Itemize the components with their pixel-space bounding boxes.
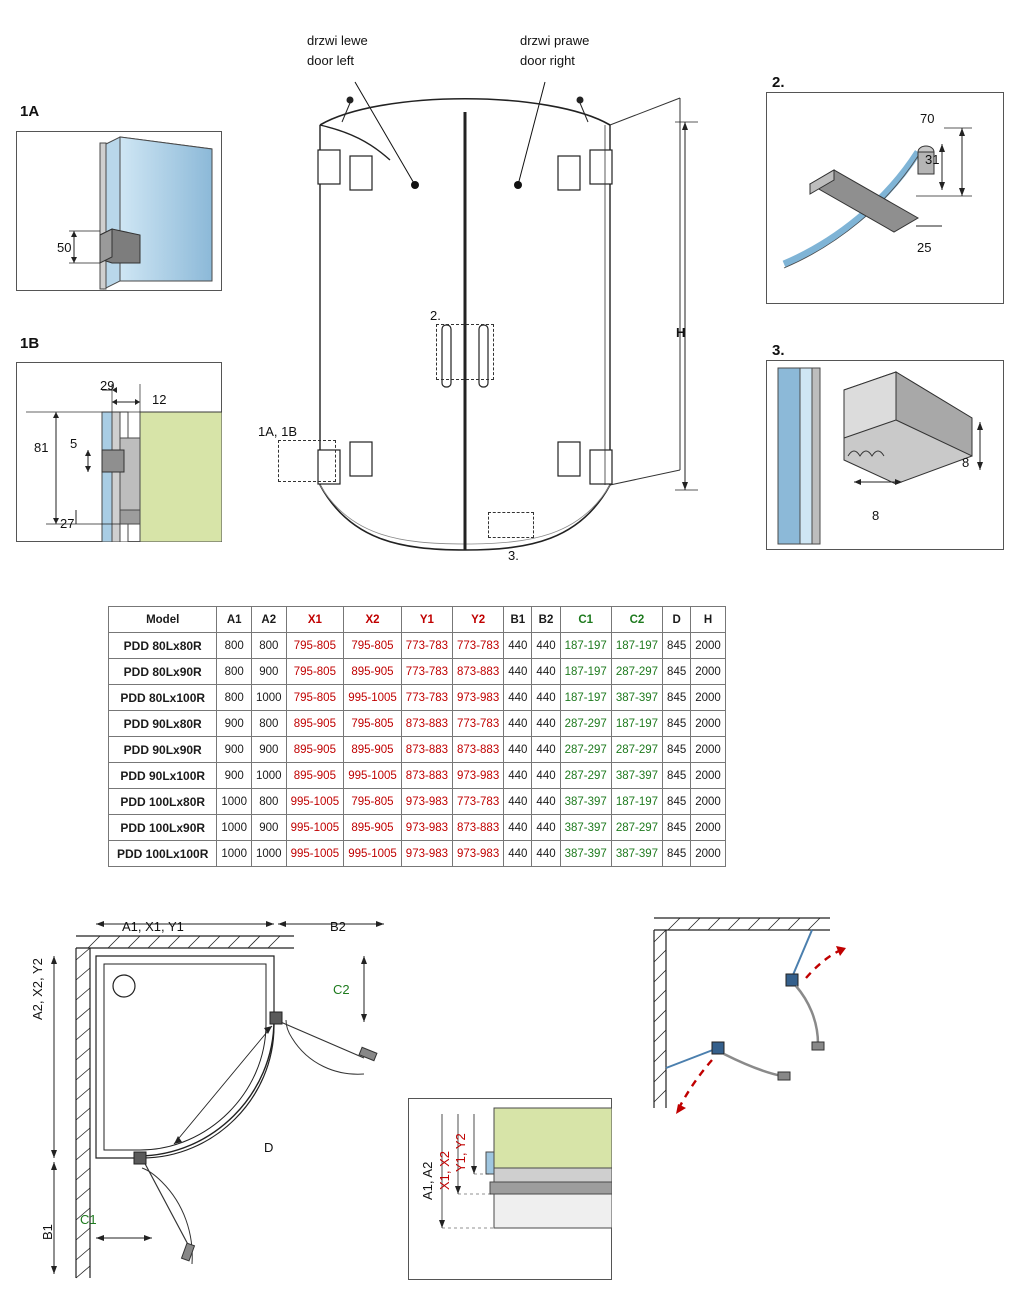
- callout-1a1b-label: 1A, 1B: [258, 424, 298, 439]
- label-c2: C2: [333, 982, 350, 997]
- cell-x2: 795-805: [344, 633, 402, 659]
- cell-b2: 440: [532, 737, 560, 763]
- label-inset-a1a2: A1, A2: [420, 1161, 435, 1200]
- cell-c2: 287-297: [611, 737, 662, 763]
- cell-c2: 387-397: [611, 841, 662, 867]
- cell-c1: 287-297: [560, 763, 611, 789]
- cell-b1: 440: [504, 763, 532, 789]
- cell-d: 845: [663, 815, 691, 841]
- cell-c1: 387-397: [560, 815, 611, 841]
- cell-model: PDD 100Lx80R: [109, 789, 217, 815]
- cell-model: PDD 100Lx90R: [109, 815, 217, 841]
- dimension-H-label: H: [676, 325, 686, 340]
- cell-c1: 187-197: [560, 659, 611, 685]
- cell-d: 845: [663, 763, 691, 789]
- cell-a1: 800: [217, 685, 252, 711]
- table-row: [109, 737, 726, 763]
- cell-b1: 440: [504, 841, 532, 867]
- cell-c2: 187-197: [611, 711, 662, 737]
- th-y2: Y2: [453, 607, 504, 633]
- cell-y2: 973-983: [453, 685, 504, 711]
- cell-b1: 440: [504, 659, 532, 685]
- cell-c1: 187-197: [560, 685, 611, 711]
- cell-x1: 895-905: [286, 763, 344, 789]
- cell-b1: 440: [504, 633, 532, 659]
- door-left-label-en: door left: [307, 53, 354, 68]
- label-inset-y1y2: Y1, Y2: [453, 1133, 468, 1172]
- cell-model: PDD 90Lx90R: [109, 737, 217, 763]
- cell-y1: 973-983: [401, 789, 452, 815]
- cell-y2: 873-883: [453, 659, 504, 685]
- cell-x1: 895-905: [286, 711, 344, 737]
- panel-2-title: 2.: [772, 74, 785, 91]
- cell-h: 2000: [691, 659, 726, 685]
- cell-c2: 287-297: [611, 659, 662, 685]
- th-x1: X1: [286, 607, 344, 633]
- cell-y1: 773-783: [401, 685, 452, 711]
- cell-y1: 973-983: [401, 815, 452, 841]
- cell-y2: 773-783: [453, 711, 504, 737]
- model-dimensions-table: [108, 606, 726, 867]
- cell-b2: 440: [532, 711, 560, 737]
- cell-y1: 873-883: [401, 737, 452, 763]
- table-row: [109, 789, 726, 815]
- cell-h: 2000: [691, 763, 726, 789]
- cell-model: PDD 100Lx100R: [109, 841, 217, 867]
- cell-a2: 1000: [251, 685, 286, 711]
- cell-d: 845: [663, 685, 691, 711]
- cell-b1: 440: [504, 685, 532, 711]
- cell-a2: 800: [251, 633, 286, 659]
- cell-a2: 1000: [251, 763, 286, 789]
- th-b2: B2: [532, 607, 560, 633]
- label-inset-x1x2: X1, X2: [437, 1150, 452, 1190]
- cell-a1: 900: [217, 737, 252, 763]
- cell-x2: 895-905: [344, 659, 402, 685]
- label-b2: B2: [330, 919, 346, 934]
- cell-x1: 995-1005: [286, 815, 344, 841]
- dimension-70-label: 70: [920, 111, 935, 126]
- cell-b1: 440: [504, 815, 532, 841]
- cell-a2: 800: [251, 711, 286, 737]
- cell-b2: 440: [532, 789, 560, 815]
- panel-1b-title: 1B: [20, 335, 40, 352]
- cell-model: PDD 80Lx80R: [109, 633, 217, 659]
- cell-x2: 995-1005: [344, 685, 402, 711]
- door-left-label-pl: drzwi lewe: [307, 33, 368, 48]
- panel-1a-title: 1A: [20, 103, 40, 120]
- th-c1: C1: [560, 607, 611, 633]
- label-d: D: [264, 1140, 274, 1155]
- cell-c1: 287-297: [560, 737, 611, 763]
- cell-h: 2000: [691, 815, 726, 841]
- cell-x1: 995-1005: [286, 841, 344, 867]
- dimension-25-label: 25: [917, 240, 932, 255]
- table-row: [109, 633, 726, 659]
- dimension-5-label: 5: [70, 436, 78, 451]
- cell-c1: 387-397: [560, 789, 611, 815]
- th-x2: X2: [344, 607, 402, 633]
- cell-a2: 900: [251, 815, 286, 841]
- cell-c2: 187-197: [611, 633, 662, 659]
- cell-x2: 895-905: [344, 737, 402, 763]
- cell-a2: 800: [251, 789, 286, 815]
- th-d: D: [663, 607, 691, 633]
- table-row: [109, 659, 726, 685]
- dimension-27-label: 27: [60, 516, 75, 531]
- cell-x2: 995-1005: [344, 763, 402, 789]
- dimension-31-label: 31: [925, 152, 940, 167]
- th-c2: C2: [611, 607, 662, 633]
- label-a1x1y1: A1, X1, Y1: [122, 919, 184, 934]
- cell-y2: 873-883: [453, 815, 504, 841]
- cell-b2: 440: [532, 815, 560, 841]
- cell-x2: 895-905: [344, 815, 402, 841]
- door-opening-diagram: [640, 908, 860, 1138]
- cell-x2: 795-805: [344, 711, 402, 737]
- cell-x1: 795-805: [286, 633, 344, 659]
- cell-h: 2000: [691, 841, 726, 867]
- callout-2-box: [436, 324, 494, 380]
- cell-d: 845: [663, 659, 691, 685]
- cell-x2: 795-805: [344, 789, 402, 815]
- panel-2-figure: [766, 92, 1004, 304]
- th-h: H: [691, 607, 726, 633]
- cell-y2: 973-983: [453, 763, 504, 789]
- cell-b2: 440: [532, 763, 560, 789]
- callout-3-box: [488, 512, 534, 538]
- cell-a1: 900: [217, 763, 252, 789]
- th-model: Model: [109, 607, 217, 633]
- table-row: [109, 711, 726, 737]
- cell-b2: 440: [532, 685, 560, 711]
- cell-c2: 387-397: [611, 685, 662, 711]
- cell-b1: 440: [504, 711, 532, 737]
- cell-b1: 440: [504, 789, 532, 815]
- cell-a1: 1000: [217, 841, 252, 867]
- th-a2: A2: [251, 607, 286, 633]
- dimension-50-label: 50: [57, 240, 72, 255]
- cell-x1: 995-1005: [286, 789, 344, 815]
- table-header-row: [109, 607, 726, 633]
- cell-b1: 440: [504, 737, 532, 763]
- cell-a1: 1000: [217, 815, 252, 841]
- cell-b2: 440: [532, 633, 560, 659]
- cell-c2: 387-397: [611, 763, 662, 789]
- cell-h: 2000: [691, 789, 726, 815]
- cell-x1: 795-805: [286, 659, 344, 685]
- th-y1: Y1: [401, 607, 452, 633]
- cell-h: 2000: [691, 685, 726, 711]
- panel-1a-figure: [16, 131, 222, 291]
- dimension-12-label: 12: [152, 392, 167, 407]
- table-row: [109, 685, 726, 711]
- cell-c2: 287-297: [611, 815, 662, 841]
- cell-y1: 773-783: [401, 659, 452, 685]
- label-c1: C1: [80, 1212, 97, 1227]
- table-row: [109, 841, 726, 867]
- cell-x1: 795-805: [286, 685, 344, 711]
- cell-a2: 900: [251, 659, 286, 685]
- label-b1: B1: [40, 1224, 55, 1240]
- cell-b2: 440: [532, 659, 560, 685]
- door-right-label-en: door right: [520, 53, 575, 68]
- cell-y2: 773-783: [453, 789, 504, 815]
- shower-enclosure-drawing: [250, 70, 710, 570]
- callout-1a1b-box: [278, 440, 336, 482]
- cell-a1: 1000: [217, 789, 252, 815]
- cell-d: 845: [663, 789, 691, 815]
- dimension-8-bottom-label: 8: [872, 508, 880, 523]
- label-a2x2y2: A2, X2, Y2: [30, 958, 45, 1020]
- cell-y2: 973-983: [453, 841, 504, 867]
- cell-a2: 1000: [251, 841, 286, 867]
- dimension-29-label: 29: [100, 378, 115, 393]
- cell-y1: 973-983: [401, 841, 452, 867]
- cell-a2: 900: [251, 737, 286, 763]
- cell-c1: 187-197: [560, 633, 611, 659]
- door-right-label-pl: drzwi prawe: [520, 33, 590, 48]
- plan-view-figure: [24, 908, 414, 1294]
- cell-y2: 873-883: [453, 737, 504, 763]
- cell-h: 2000: [691, 737, 726, 763]
- cell-y1: 873-883: [401, 711, 452, 737]
- dimension-8-right-label: 8: [962, 455, 970, 470]
- cell-x1: 895-905: [286, 737, 344, 763]
- table-row: [109, 815, 726, 841]
- th-a1: A1: [217, 607, 252, 633]
- cell-c1: 387-397: [560, 841, 611, 867]
- cell-d: 845: [663, 841, 691, 867]
- cell-a1: 800: [217, 659, 252, 685]
- th-b1: B1: [504, 607, 532, 633]
- callout-2-label: 2.: [430, 308, 441, 323]
- cell-d: 845: [663, 633, 691, 659]
- panel-3-title: 3.: [772, 342, 785, 359]
- cell-model: PDD 80Lx90R: [109, 659, 217, 685]
- cell-d: 845: [663, 737, 691, 763]
- cell-h: 2000: [691, 633, 726, 659]
- cell-h: 2000: [691, 711, 726, 737]
- cell-a1: 800: [217, 633, 252, 659]
- callout-3-label: 3.: [508, 548, 519, 563]
- cell-b2: 440: [532, 841, 560, 867]
- cell-c1: 287-297: [560, 711, 611, 737]
- table-row: [109, 763, 726, 789]
- cell-y2: 773-783: [453, 633, 504, 659]
- cell-x2: 995-1005: [344, 841, 402, 867]
- cell-model: PDD 80Lx100R: [109, 685, 217, 711]
- cell-model: PDD 90Lx80R: [109, 711, 217, 737]
- cell-y1: 773-783: [401, 633, 452, 659]
- cell-c2: 187-197: [611, 789, 662, 815]
- cell-d: 845: [663, 711, 691, 737]
- cell-model: PDD 90Lx100R: [109, 763, 217, 789]
- cell-a1: 900: [217, 711, 252, 737]
- dimension-81-label: 81: [34, 440, 49, 455]
- cell-y1: 873-883: [401, 763, 452, 789]
